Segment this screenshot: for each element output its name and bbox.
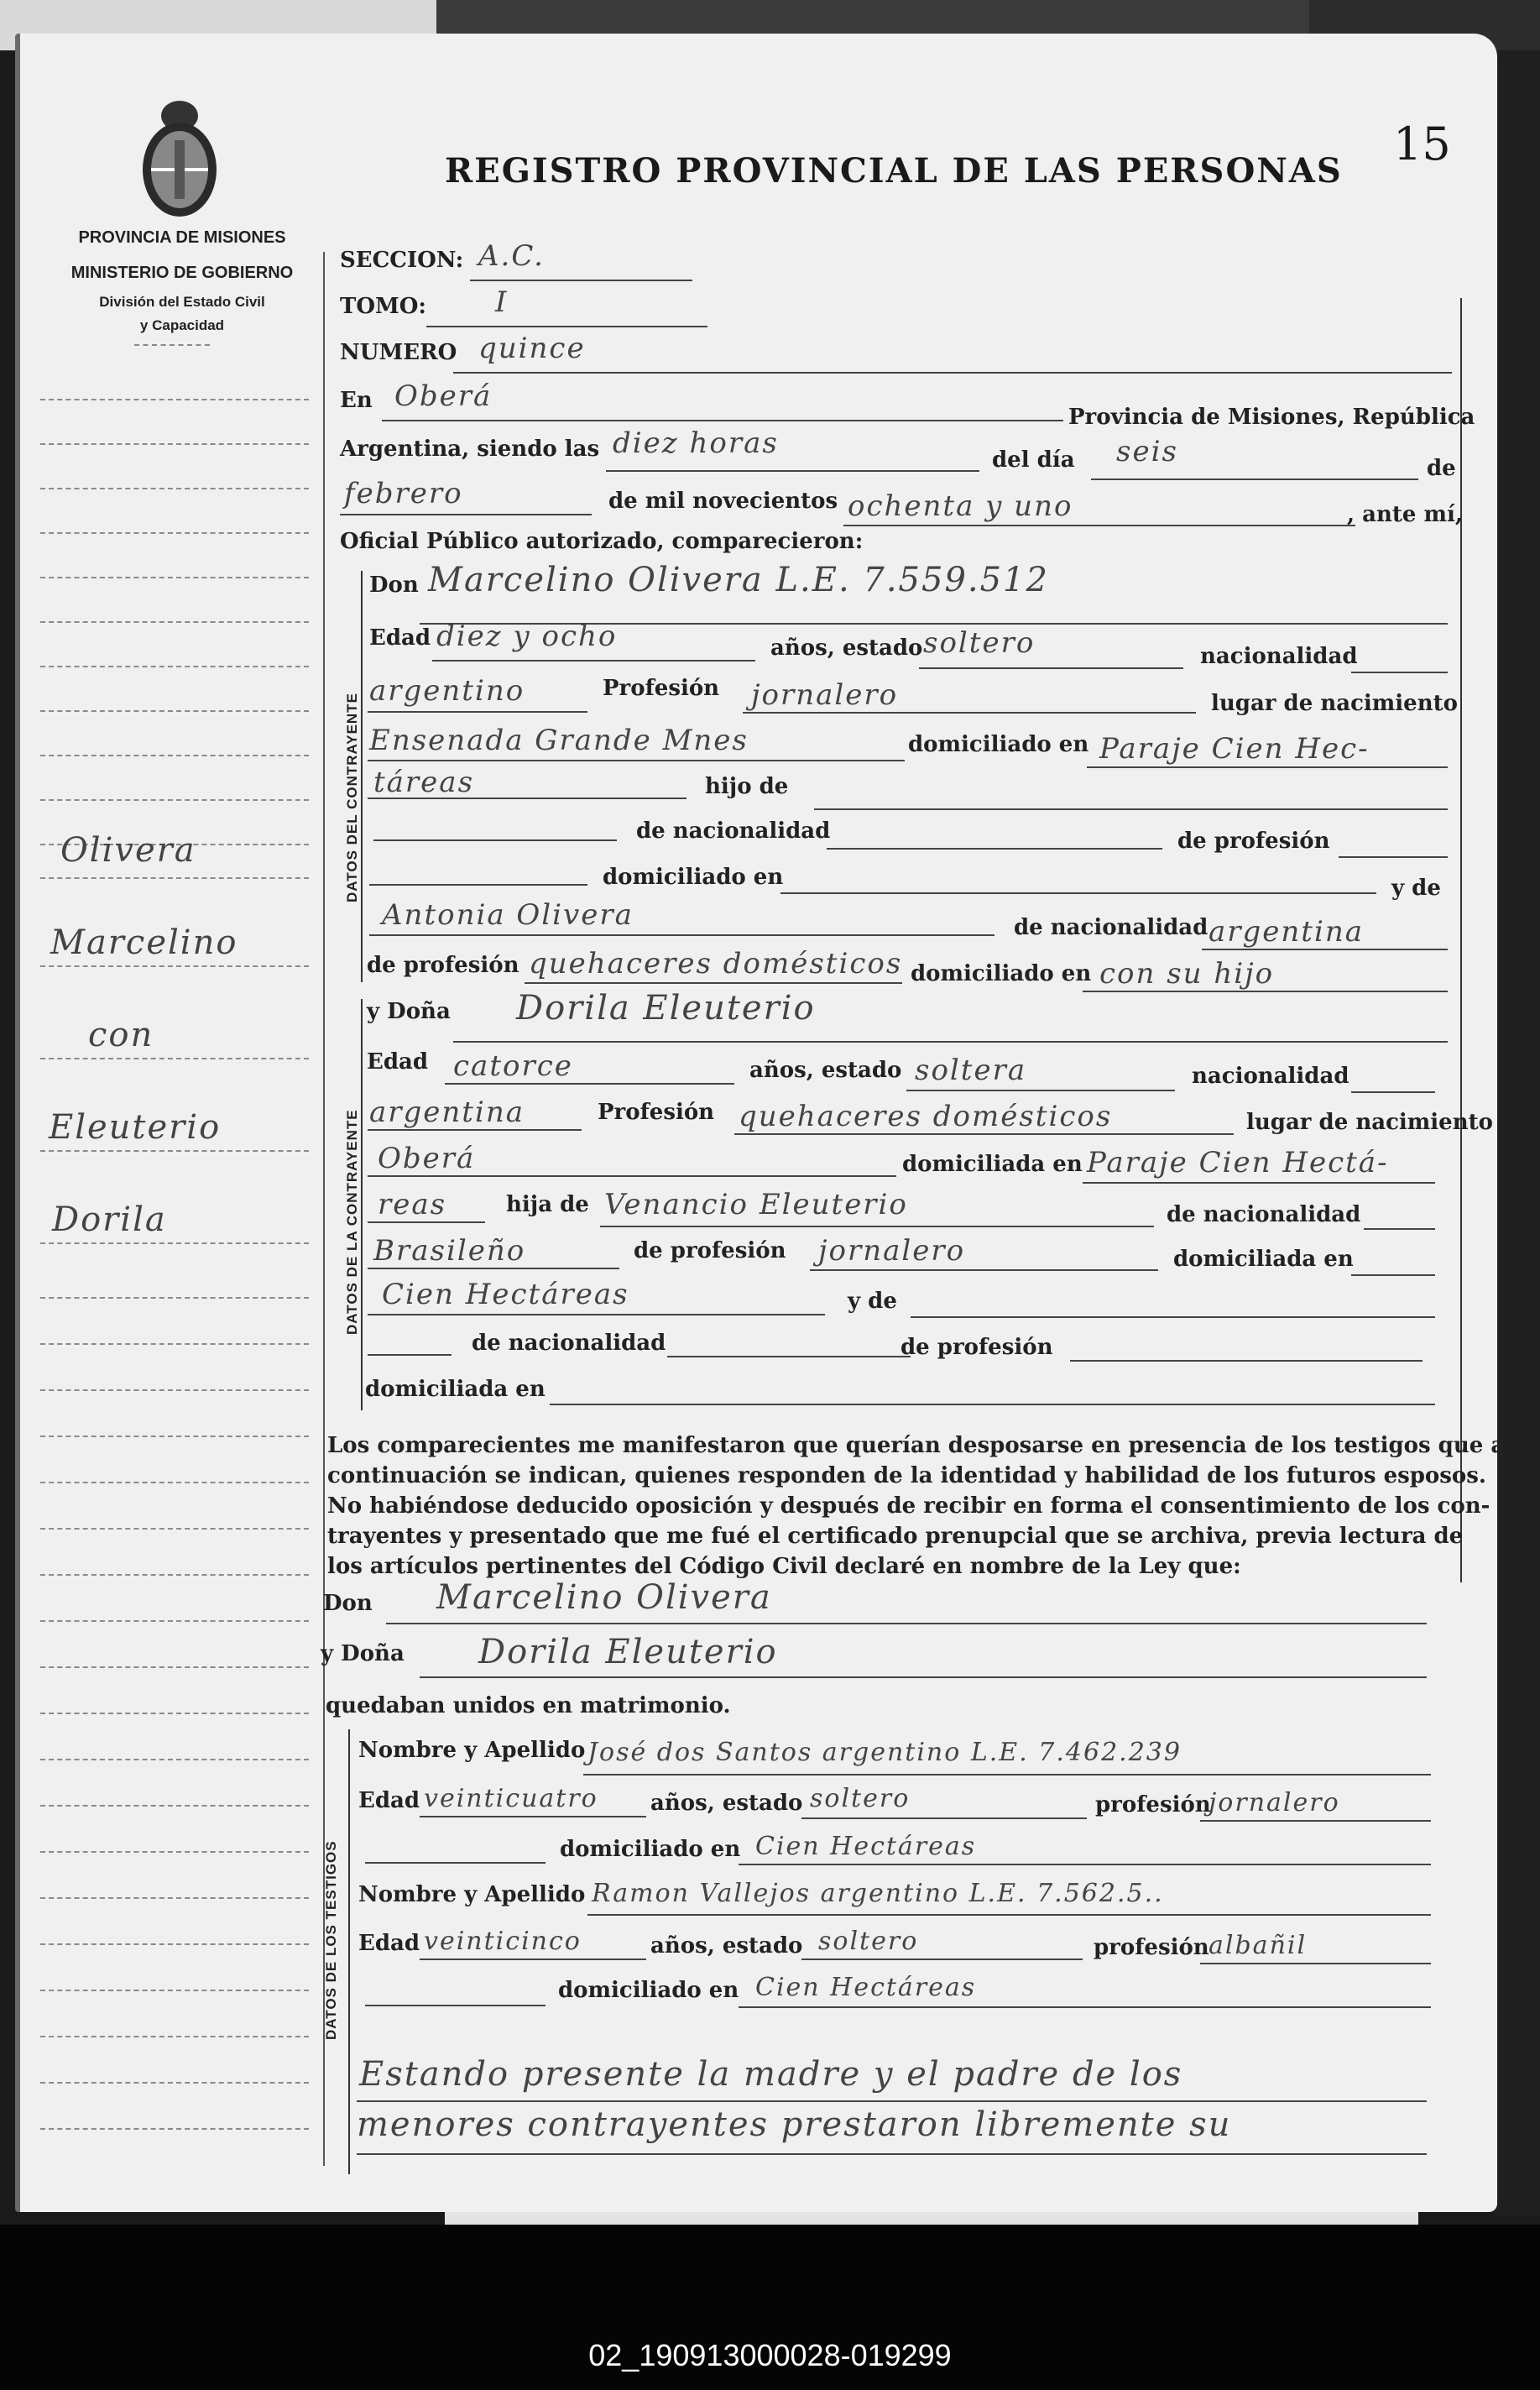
madre-f-prof-line — [1070, 1360, 1423, 1362]
f-nacionalidad-label: nacionalidad — [1192, 1064, 1349, 1089]
domicilio-value: Paraje Cien Hec- — [1099, 732, 1370, 766]
f-anos-estado-label: años, estado — [749, 1058, 902, 1083]
margin-note-line: con — [88, 1016, 154, 1054]
nacionalidad-value: argentino — [369, 674, 525, 708]
f-y-de-line — [911, 1316, 1435, 1318]
f-y-de-label: y de — [848, 1289, 897, 1314]
anio-value: ochenta y uno — [848, 489, 1073, 523]
seccion-line — [470, 280, 692, 281]
dona-value: Dorila Eleuterio — [516, 989, 816, 1028]
tomo-line — [426, 326, 707, 327]
f-dom-value: Paraje Cien Hectá- — [1087, 1146, 1389, 1179]
hijo-de-label: hijo de — [705, 774, 789, 799]
padre-f-line — [600, 1226, 1154, 1227]
t2-anos-estado-label: años, estado — [650, 1933, 803, 1959]
t2-dom-line — [739, 2006, 1431, 2008]
madre-f-line — [368, 1354, 452, 1356]
decl-don-line — [386, 1623, 1427, 1624]
domiciliado-label: domiciliado en — [908, 732, 1089, 757]
f-nacionalidad-line — [1351, 1091, 1435, 1093]
domicilio-line — [1087, 766, 1448, 768]
t2-dom-value: Cien Hectáreas — [755, 1973, 977, 2002]
padre-nac-f-line — [368, 1268, 619, 1269]
t2-profesion-line — [1200, 1963, 1431, 1964]
t2-nombre-label: Nombre y Apellido — [358, 1882, 586, 1907]
t2-edad-value: veinticinco — [424, 1927, 582, 1956]
madre-prof-line — [525, 982, 902, 984]
edad-value: diez y ocho — [436, 620, 618, 653]
observation-rule — [357, 2100, 1427, 2102]
mil-label: de mil novecientos — [608, 489, 838, 514]
declaration-line: Los comparecientes me manifestaron que querían desposarse en presencia de los testigos que a — [327, 1433, 1506, 1458]
f-nac-value: argentina — [369, 1096, 525, 1129]
page-number: 15 — [1393, 118, 1451, 170]
f-lugar-value: Oberá — [378, 1142, 476, 1175]
en-label: En — [340, 388, 373, 413]
t1-dom-value: Cien Hectáreas — [755, 1832, 977, 1861]
profesion-label: Profesión — [603, 676, 720, 701]
madre-f-nac-line — [667, 1356, 911, 1357]
ministry-name: MINISTERIO DE GOBIERNO — [70, 264, 294, 282]
f-lugar-line — [368, 1175, 896, 1177]
form-right-border — [1460, 298, 1462, 1582]
padre-dom-line — [780, 892, 1376, 894]
margin-note-line: Dorila — [52, 1200, 167, 1239]
f-profesion-line — [734, 1133, 1234, 1135]
contrayente-f-bracket — [361, 999, 363, 1410]
t2-estado-value: soltero — [818, 1927, 919, 1956]
hijo-de-line — [814, 808, 1448, 810]
f-profesion-value: quehaceres domésticos — [739, 1100, 1113, 1133]
t1-nombre-line — [583, 1774, 1431, 1776]
padre-prof-value: jornalero — [818, 1234, 966, 1268]
f-lugar-label: lugar de nacimiento — [1246, 1110, 1493, 1135]
t2-domiciliado-label: domiciliado en — [558, 1978, 739, 2003]
padre-nac-line — [827, 848, 1162, 850]
padre-dom-f-line — [368, 1314, 825, 1315]
t1-dom-pre-line — [365, 1862, 546, 1864]
dia-value: seis — [1116, 435, 1178, 468]
numero-line — [453, 372, 1452, 374]
anio-line — [843, 525, 1355, 526]
f-estado-line — [906, 1090, 1175, 1091]
f-domiciliada-label: domiciliada en — [902, 1152, 1083, 1177]
padre-nac-label: de nacionalidad — [636, 818, 831, 844]
f-de-nac-line — [1364, 1228, 1435, 1230]
horas-line — [606, 470, 979, 472]
padre-prof-f-line — [810, 1269, 1158, 1271]
madre-dom-line — [1083, 991, 1448, 992]
quedaban-text: quedaban unidos en matrimonio. — [326, 1693, 731, 1718]
padre-line — [373, 839, 617, 841]
t2-profesion-value: albañil — [1209, 1931, 1308, 1960]
t2-dom-pre-line — [365, 2005, 546, 2006]
madre-nac-label: de nacionalidad — [1014, 915, 1209, 940]
hija-de-label: hija de — [506, 1192, 589, 1217]
numero-label: NUMERO — [340, 340, 457, 365]
padre-dom-label: domiciliado en — [603, 865, 784, 890]
estado-line — [919, 667, 1183, 669]
madre-f-dom-line — [550, 1404, 1435, 1405]
numero-value: quince — [478, 332, 586, 365]
lugar-label: lugar de nacimiento — [1211, 691, 1458, 716]
t2-edad-line — [420, 1959, 646, 1960]
division-name: División del Estado Civil — [99, 294, 265, 310]
testigos-bracket — [348, 1729, 350, 2174]
edad-line — [432, 660, 755, 662]
t2-nombre-line — [587, 1914, 1431, 1916]
madre-prof-label: de profesión — [367, 953, 519, 978]
observation-rule — [357, 2153, 1427, 2155]
lugar-line — [368, 760, 905, 761]
edad-label: Edad — [369, 625, 431, 651]
margin-note-line: Eleuterio — [49, 1108, 222, 1147]
profesion-line — [743, 712, 1196, 714]
oficial-text: Oficial Público autorizado, comparecieron: — [340, 529, 864, 554]
t1-estado-line — [801, 1817, 1087, 1819]
margin-note-line: Marcelino — [50, 923, 238, 962]
padre-dom-pre-line — [369, 884, 587, 886]
f-de-nac-label: de nacionalidad — [1167, 1202, 1361, 1227]
f-edad-label: Edad — [367, 1049, 429, 1075]
nacionalidad-line — [1351, 672, 1448, 673]
f-de-prof-label: de profesión — [634, 1238, 786, 1263]
province-name: PROVINCIA DE MISIONES — [78, 228, 286, 247]
t1-nombre-label: Nombre y Apellido — [358, 1738, 586, 1763]
mes-line — [340, 514, 592, 515]
de-label: de — [1427, 456, 1456, 481]
t1-edad-value: veinticuatro — [424, 1784, 598, 1813]
madre-nac-line — [1202, 949, 1448, 950]
testigos-side-label: DATOS DE LOS TESTIGOS — [323, 1840, 339, 2040]
madre-dom-value: con su hijo — [1099, 957, 1275, 991]
declaration-line: No habiéndose deducido oposición y después de recibir en forma el consentimiento de los con- — [327, 1493, 1490, 1519]
horas-value: diez horas — [613, 426, 779, 460]
profesion-value: jornalero — [751, 678, 899, 712]
t1-profesion-label: profesión — [1095, 1792, 1211, 1817]
f-domiciliada3-label: domiciliada en — [365, 1377, 546, 1402]
tomo-label: TOMO: — [340, 294, 427, 319]
tomo-value: I — [495, 285, 509, 319]
ante-mi-text: , ante mí, — [1347, 502, 1463, 527]
t2-edad-label: Edad — [358, 1931, 420, 1956]
observation-line: Estando presente la madre y el padre de los — [359, 2055, 1183, 2094]
madre-dom-label: domiciliado en — [911, 961, 1092, 986]
decl-dona-value: Dorila Eleuterio — [478, 1633, 778, 1671]
margin-note-line: Olivera — [60, 831, 196, 870]
t1-estado-value: soltero — [810, 1784, 911, 1813]
contrayente-side-label: DATOS DEL CONTRAYENTE — [344, 693, 360, 902]
decl-don-label: Don — [323, 1591, 373, 1616]
padre-prof-line — [1339, 856, 1448, 858]
madre-value: Antonia Olivera — [382, 898, 634, 932]
don-label: Don — [369, 573, 419, 598]
padre-prof-label: de profesión — [1177, 829, 1330, 854]
provincia-text: Provincia de Misiones, República — [1068, 405, 1475, 430]
declaration-line: trayentes y presentado que me fué el certificado prenupcial que se archiva, previa lectura de — [327, 1524, 1464, 1549]
nac-cont-line — [368, 711, 587, 713]
en-value: Oberá — [394, 379, 493, 413]
anos-estado-label: años, estado — [770, 635, 923, 661]
f-nac-line — [368, 1129, 582, 1131]
domicilio-line-2 — [368, 798, 686, 799]
t1-edad-line — [420, 1816, 646, 1817]
divider — [134, 344, 210, 346]
f-de-prof2-label: de profesión — [901, 1335, 1053, 1360]
padre-nac-value: Brasileño — [373, 1234, 526, 1268]
t1-nombre-value: José dos Santos argentino L.E. 7.462.239 — [587, 1738, 1182, 1767]
en-line — [382, 420, 1063, 421]
page-title: REGISTRO PROVINCIAL DE LAS PERSONAS — [445, 151, 1343, 191]
seccion-value: A.C. — [478, 239, 545, 273]
estado-value: soltero — [923, 626, 1036, 660]
f-edad-line — [445, 1083, 734, 1085]
f-profesion-label: Profesión — [598, 1100, 715, 1125]
seccion-label: SECCION: — [340, 248, 464, 273]
decl-dona-label: y Doña — [321, 1641, 405, 1666]
madre-prof-value: quehaceres domésticos — [529, 947, 903, 981]
t1-profesion-value: jornalero — [1209, 1788, 1340, 1817]
lugar-value: Ensenada Grande Mnes — [369, 724, 749, 757]
decl-dona-line — [420, 1676, 1427, 1678]
f-de-nac2-label: de nacionalidad — [472, 1331, 666, 1356]
coat-of-arms-icon — [136, 94, 223, 220]
f-dom-line-2 — [368, 1221, 485, 1223]
madre-nac-value: argentina — [1209, 915, 1365, 949]
madre-line — [369, 934, 994, 936]
t2-nombre-value: Ramon Vallejos argentino L.E. 7.562.5.. — [592, 1879, 1164, 1908]
f-estado-value: soltera — [915, 1054, 1027, 1087]
observation-line: menores contrayentes prestaron libremente su — [357, 2105, 1232, 2144]
division-name-2: y Capacidad — [139, 317, 225, 333]
f-dom-line — [1083, 1182, 1435, 1184]
declaration-line: continuación se indican, quienes responden de la identidad y habilidad de los futuros esposos. — [327, 1463, 1486, 1488]
contrayente-f-side-label: DATOS DE LA CONTRAYENTE — [344, 1109, 360, 1335]
f-edad-value: catorce — [453, 1049, 573, 1083]
t2-profesion-label: profesión — [1094, 1935, 1209, 1960]
dia-line — [1091, 479, 1418, 480]
t1-dom-line — [739, 1864, 1431, 1865]
declaration-line: los artículos pertinentes del Código Civil declaré en nombre de la Ley que: — [327, 1554, 1241, 1579]
t1-anos-estado-label: años, estado — [650, 1791, 803, 1816]
padre-f-value: Venancio Eleuterio — [604, 1188, 908, 1221]
f-dom-value-2: reas — [378, 1188, 447, 1221]
don-value: Marcelino Olivera L.E. 7.559.512 — [428, 561, 1049, 599]
image-caption: 02_190913000028-019299 — [588, 2338, 952, 2372]
padre-dom-value: Cien Hectáreas — [382, 1278, 629, 1311]
f-domiciliada2-line — [1351, 1274, 1435, 1276]
y-de-label: y de — [1391, 876, 1441, 901]
dona-line — [453, 1041, 1448, 1043]
domicilio-value-2: táreas — [373, 766, 475, 799]
argentina-text: Argentina, siendo las — [340, 437, 600, 462]
scan-background-right — [1494, 50, 1540, 2216]
t2-estado-line — [801, 1959, 1083, 1960]
del-dia-label: del día — [992, 447, 1075, 473]
decl-don-value: Marcelino Olivera — [436, 1578, 772, 1617]
t1-edad-label: Edad — [358, 1788, 420, 1813]
nacionalidad-label: nacionalidad — [1200, 644, 1358, 669]
dona-label: y Doña — [367, 999, 451, 1024]
t1-domiciliado-label: domiciliado en — [560, 1837, 741, 1862]
contrayente-bracket — [361, 571, 363, 982]
t1-profesion-line — [1200, 1820, 1431, 1822]
mes-value: febrero — [344, 477, 463, 510]
f-domiciliada2-label: domiciliada en — [1173, 1247, 1354, 1272]
